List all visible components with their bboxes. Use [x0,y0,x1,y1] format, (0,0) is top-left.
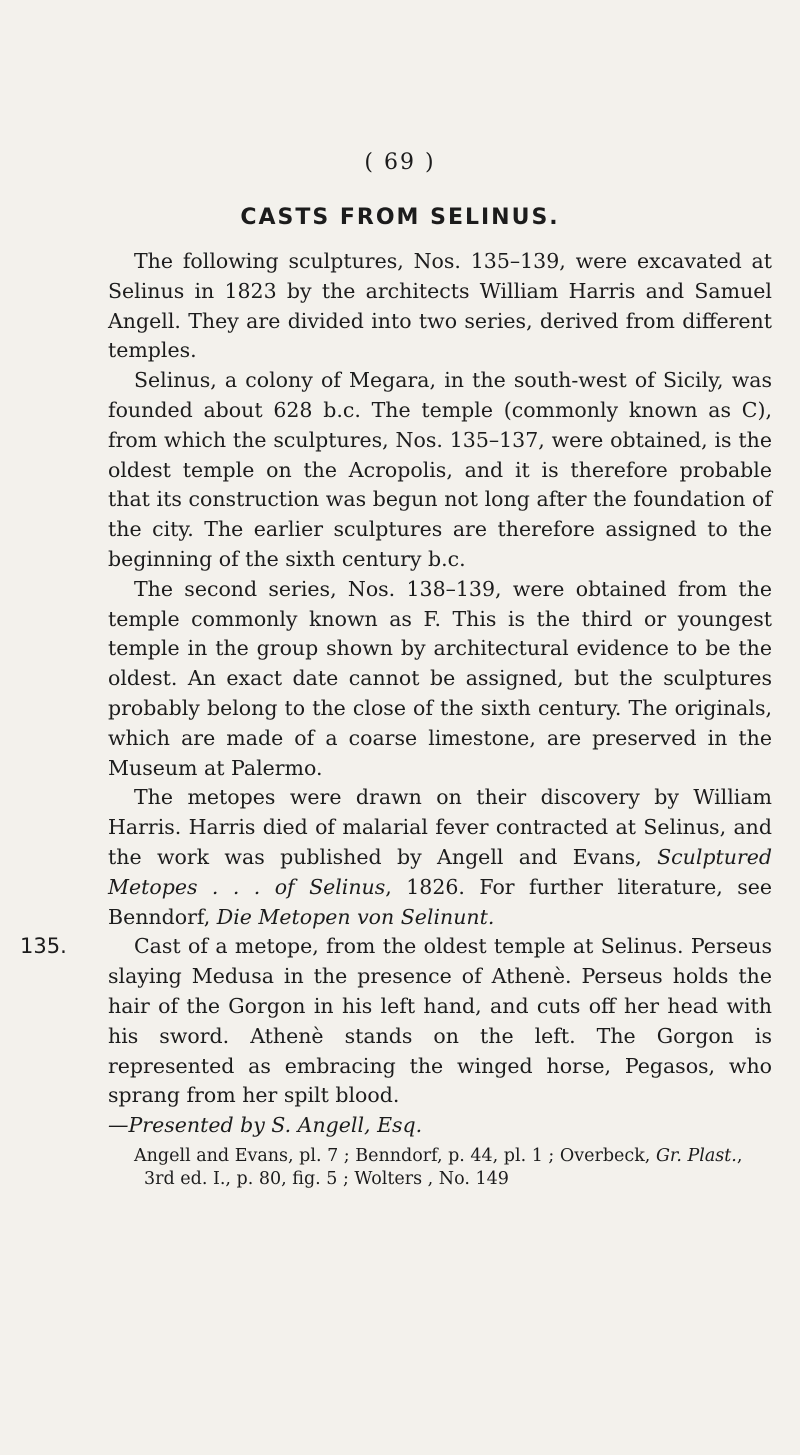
paragraph-selinus-history: Selinus, a colony of Megara, in the south-west of Sicily, was founded about 628 b.c. The temple (commonly known as C), from which the sculptures, Nos. 135–137, were obtained, is the oldest temple on the Acropolis, and it is therefore probable that its construction was begun not long after the foundation of the city. The earlier sculptures are therefore assigned to the beginning of the sixth century b.c. [108,368,772,571]
metopes-book-title-2: Die Metopen von Selinunt. [216,904,495,929]
references-line-1-text: Angell and Evans, pl. 7 ; Benndorf, p. 44, pl. 1 ; Overbeck, [134,1145,656,1166]
paragraph-metopes [108,783,772,932]
body-text [20,247,772,1191]
page-title: CASTS FROM SELINUS. [240,205,560,230]
metopes-book-title: Sculptured Metopes . . . of Selinus [108,844,772,899]
paragraph-intro: The following sculptures, Nos. 135–139, were excavated at Selinus in 1823 by the architects William Harris and Samuel Angell. They are divided into two series, derived from different temples. [108,249,772,363]
catalogue-description-text: Cast of a metope, from the oldest temple at Selinus. Perseus slaying Medusa in the presence of Athenè. Perseus holds the hair of the Gorgon in his left hand, and cuts off her head with his sword. Athenè stands on the left. The Gorgon is represented as embracing the winged horse, Pegasos, who sprang from her spilt blood. [108,934,772,1108]
catalogue-entry-135 [20,932,772,1191]
paragraph-second-series: The second series, Nos. 138–139, were obtained from the temple commonly known as F. This is the third or youngest temple in the group shown by architectural evidence to be the oldest. An exact date cannot be assigned, but the sculptures probably belong to the close of the sixth century. The originals, which are made of a coarse limestone, are preserved in the Museum at Palermo. [108,576,772,780]
catalogue-description [108,932,772,1141]
presented-by: —Presented by S. Angell, Esq. [108,1113,423,1138]
metopes-text-before: The metopes were drawn on their discovery by William Harris. Harris died of malarial fever contracted at Selinus, and the work was published by Angell and Evans, [108,785,772,869]
page-number: ( 69 ) [364,150,436,175]
catalogue-references [108,1145,772,1191]
references-line-2: 3rd ed. I., p. 80, fig. 5 ; Wolters , No. 149 [144,1168,509,1189]
references-line-1 [134,1146,742,1166]
catalogue-number: 135. [20,934,67,959]
metopes-text-middle: , 1826. For further literature, see Benndorf, [108,874,772,929]
references-line-1-end: , [736,1145,743,1166]
references-italic-title: Gr. Plast. [655,1145,737,1166]
